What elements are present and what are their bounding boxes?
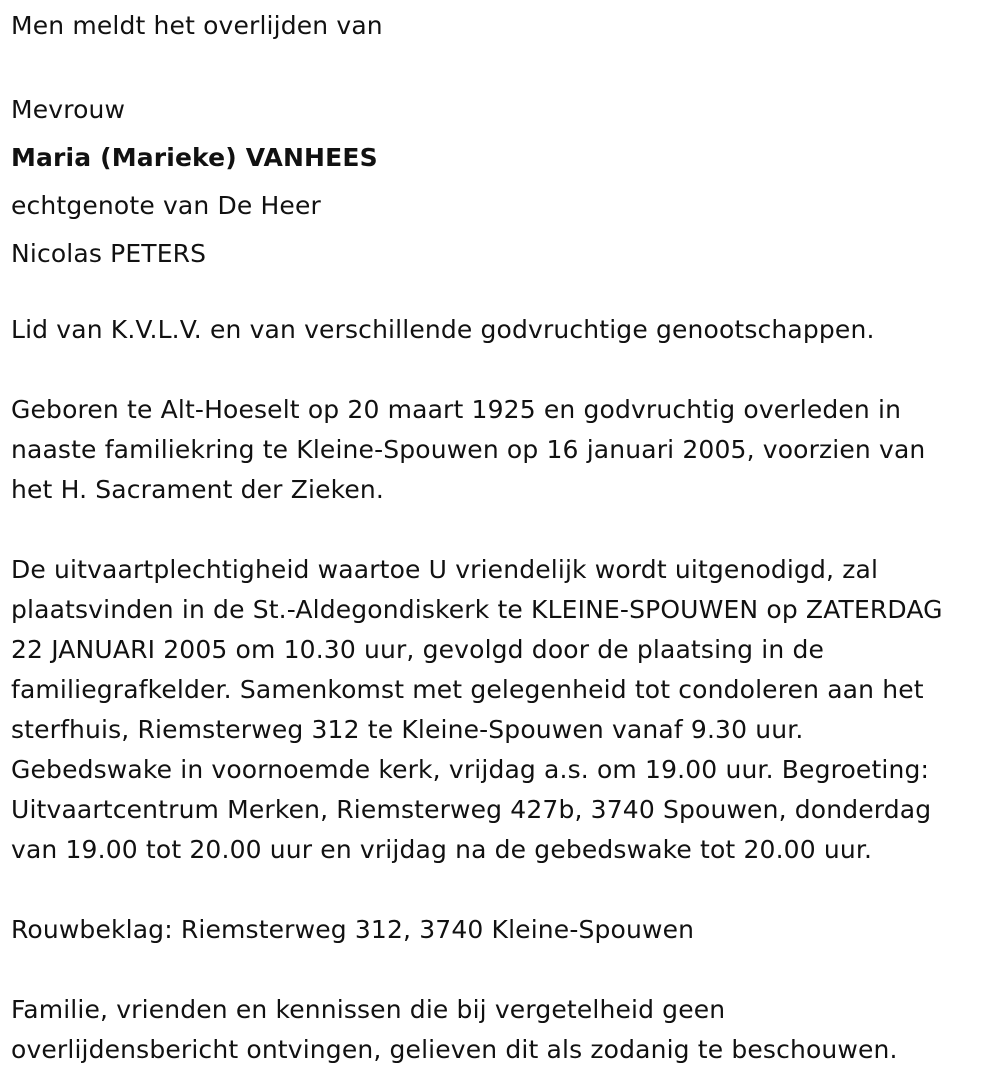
obituary-notice [11,0,991,1070]
spouse-line-1: echtgenote van De Heer [11,191,321,220]
spacer [11,950,991,990]
paragraph-line: De uitvaartplechtigheid waartoe U vriendelijk wordt uitgenodigd, zal [11,555,879,584]
spacer [11,870,991,910]
deceased-title: Mevrouw [11,95,126,124]
paragraph-line: familiegrafkelder. Samenkomst met gelegenheid tot condoleren aan het [11,675,924,704]
funeral-paragraph [11,550,991,870]
intro-text: Men meldt het overlijden van [11,11,383,40]
paragraph-line: Familie, vrienden en kennissen die bij vergetelheid geen [11,995,726,1024]
paragraph-line: overlijdensbericht ontvingen, gelieven dit als zodanig te beschouwen. [11,1035,898,1064]
membership-text: Lid van K.V.L.V. en van verschillende godvruchtige genootschappen. [11,315,875,344]
paragraph-line: plaatsvinden in de St.-Aldegondiskerk te KLEINE-SPOUWEN op ZATERDAG [11,595,943,624]
spacer [11,46,991,86]
birth-death-paragraph [11,390,991,510]
paragraph-line: naaste familiekring te Kleine-Spouwen op 16 januari 2005, voorzien van [11,435,926,464]
deceased-name: Maria (Marieke) VANHEES [11,143,378,172]
paragraph-line: Gebedswake in voornoemde kerk, vrijdag a.s. om 19.00 uur. Begroeting: [11,755,930,784]
paragraph-line: Geboren te Alt-Hoeselt op 20 maart 1925 en godvruchtig overleden in [11,395,902,424]
spacer [11,510,991,550]
deceased-block [11,86,991,278]
paragraph-line: sterfhuis, Riemsterweg 312 te Kleine-Spouwen vanaf 9.30 uur. [11,715,804,744]
closing-paragraph [11,990,991,1070]
paragraph-line: van 19.00 tot 20.00 uur en vrijdag na de gebedswake tot 20.00 uur. [11,835,873,864]
spacer [11,350,991,390]
spacer [11,278,991,310]
paragraph-line: 22 JANUARI 2005 om 10.30 uur, gevolgd door de plaatsing in de [11,635,825,664]
paragraph-line: het H. Sacrament der Zieken. [11,475,384,504]
paragraph-line: Uitvaartcentrum Merken, Riemsterweg 427b, 3740 Spouwen, donderdag [11,795,932,824]
mourning-address: Rouwbeklag: Riemsterweg 312, 3740 Kleine-Spouwen [11,915,695,944]
spouse-line-2: Nicolas PETERS [11,239,207,268]
